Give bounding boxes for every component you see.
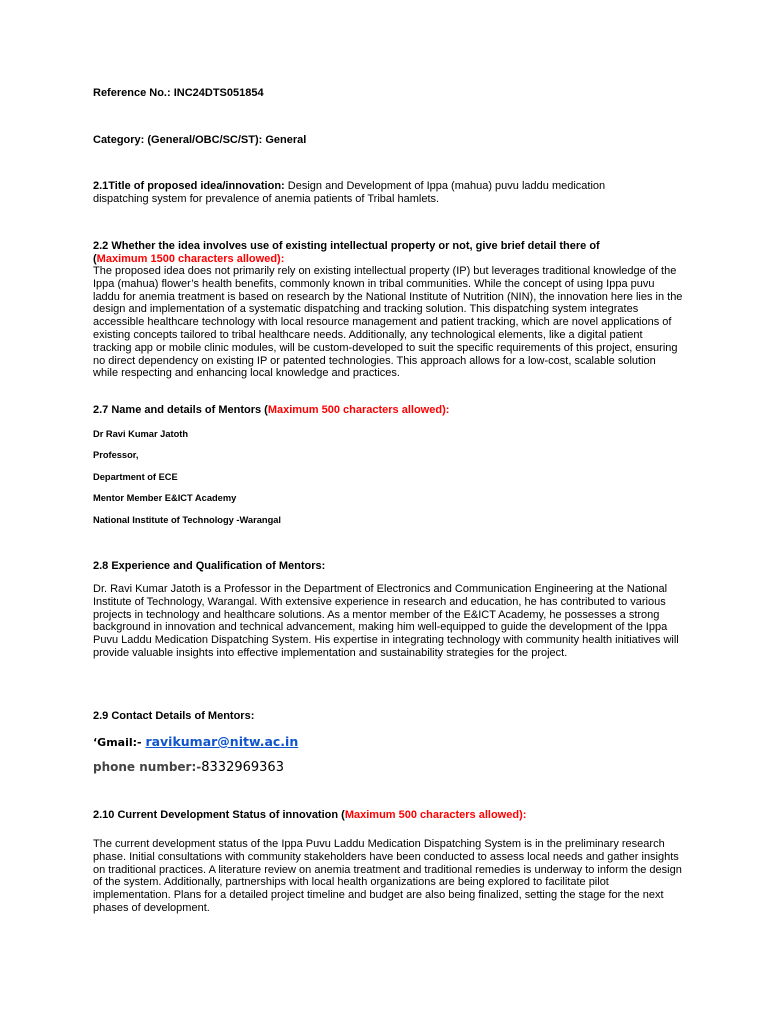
- section-2-8-body: Dr. Ravi Kumar Jatoth is a Professor in the Department of Electronics and Communication Engineering at the National Institute of Technology, Warangal. With extensive experience in research and education, he has contributed to various projects in technology and healthcare solutions. As a mentor member of the E&ICT Academy, he possesses a strong background in innovation and technical advancement, making him well-equipped to guide the development of the Ippa Puvu Laddu Medication Dispatching System. His expertise in integrating technology with community health initiatives will provide valuable insights into effective implementation and sustainability strategies for the project.: [93, 583, 679, 659]
- character-limit-note: Maximum 500 characters allowed):: [344, 809, 527, 821]
- section-2-1-line2: dispatching system for prevalence of anemia patients of Tribal hamlets.: [93, 193, 440, 205]
- gmail-label: ‘Gmail:-: [93, 736, 146, 749]
- section-2-1-line1: [93, 180, 605, 193]
- reference-label: Reference No.:: [93, 87, 174, 99]
- section-2-1-heading: 2.1Title of proposed idea/innovation:: [93, 180, 285, 192]
- reference-number: INC24DTS051854: [173, 87, 264, 99]
- section-2-10-heading: 2.10 Current Development Status of innovation (: [93, 809, 345, 821]
- mentor-title: Professor,: [93, 450, 139, 460]
- open-paren: (: [93, 253, 97, 265]
- gmail-line: [93, 734, 298, 751]
- section-2-7-heading: 2.7 Name and details of Mentors (: [93, 404, 268, 416]
- section-2-10-body: The current development status of the Ippa Puvu Laddu Medication Dispatching System is in the preliminary research phase. Initial consultations with community stakeholders have been conducted to assess local needs and gather insights on traditional practices. A literature review on anemia treatment and traditional remedies is underway to inform the design of the system. Additionally, partnerships with local health organizations are being explored to facilitate pilot implementation. Plans for a detailed project timeline and budget are also being finalized, setting the stage for the next phases of development.: [93, 838, 682, 914]
- mentor-email-link[interactable]: ravikumar@nitw.ac.in: [145, 734, 299, 749]
- section-2-10-heading-line: [93, 809, 526, 822]
- category-value: General: [265, 134, 307, 146]
- character-limit-note: Maximum 1500 characters allowed):: [96, 253, 285, 265]
- reference-line: [93, 87, 264, 100]
- mentor-membership: Mentor Member E&ICT Academy: [93, 493, 237, 503]
- phone-line: [93, 759, 284, 776]
- category-label: Category: (General/OBC/SC/ST):: [93, 134, 266, 146]
- phone-number: 8332969363: [201, 760, 284, 775]
- section-2-2-heading: 2.2 Whether the idea involves use of existing intellectual property or not, give brief detail there of: [93, 240, 600, 252]
- section-2-7-heading-line: [93, 404, 449, 417]
- mentor-department: Department of ECE: [93, 472, 178, 482]
- mentor-institute: National Institute of Technology -Warangal: [93, 515, 282, 525]
- phone-label: phone number:-: [93, 760, 202, 774]
- section-2-2-body: The proposed idea does not primarily rely on existing intellectual property (IP) but leverages traditional knowledge of the Ippa (mahua) flower’s health benefits, commonly known in tribal communities. While the concept of using Ippa puvu laddu for anemia treatment is based on research by the National Institute of Nutrition (NIN), the innovation here lies in the design and implementation of a systematic dispatching and tracking solution. This dispatching system integrates accessible healthcare technology with local resource management and patient tracking, which are novel applications of existing concepts tailored to tribal healthcare needs. Additionally, any technological elements, like a digital patient tracking app or mobile clinic modules, will be custom-developed to suit the specific requirements of this project, ensuring no direct dependency on existing IP or patented technologies. This approach allows for a low-cost, scalable solution while respecting and enhancing local knowledge and practices.: [93, 265, 683, 380]
- character-limit-note: Maximum 500 characters allowed):: [267, 404, 450, 416]
- section-2-9-heading: 2.9 Contact Details of Mentors:: [93, 710, 255, 722]
- mentor-name: Dr Ravi Kumar Jatoth: [93, 429, 189, 439]
- section-2-1-title-part1: Design and Development of Ippa (mahua) puvu laddu medication: [284, 180, 606, 192]
- section-2-8-heading: 2.8 Experience and Qualification of Mentors:: [93, 560, 326, 572]
- category-line: [93, 134, 306, 147]
